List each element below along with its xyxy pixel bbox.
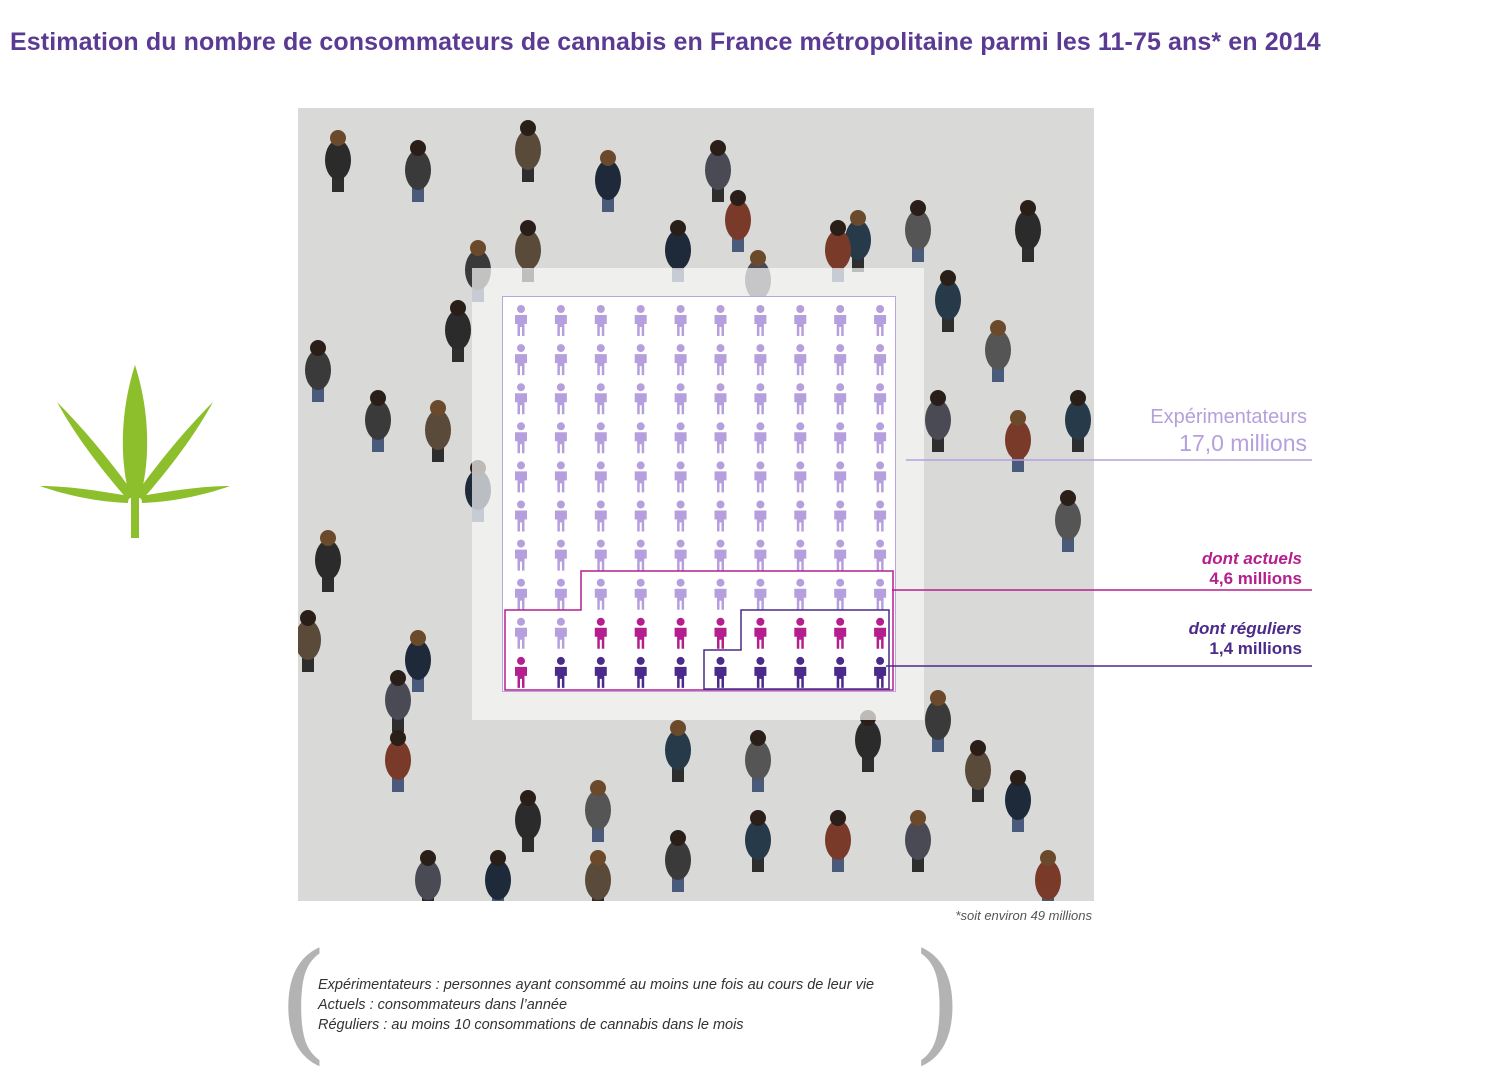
person-icon — [515, 305, 527, 336]
person-icon — [874, 422, 886, 453]
person-icon — [874, 579, 886, 610]
person-icon — [595, 305, 607, 336]
person-icon — [794, 657, 806, 688]
definition-experimentateurs: Expérimentateurs : personnes ayant consommé au moins une fois au cours de leur vie — [318, 977, 875, 993]
person-icon — [595, 383, 607, 414]
person-icon — [874, 618, 886, 649]
person-icon — [555, 344, 567, 375]
person-icon — [555, 657, 567, 688]
person-icon — [635, 618, 647, 649]
person-icon — [834, 501, 846, 532]
person-icon — [555, 501, 567, 532]
person-icon — [874, 344, 886, 375]
person-icon — [595, 461, 607, 492]
person-icon — [754, 618, 766, 649]
person-icon — [595, 540, 607, 571]
person-icon — [794, 305, 806, 336]
person-icon — [874, 305, 886, 336]
page-title: Estimation du nombre de consommateurs de cannabis en France métropolitaine parmi les 11-75 ans* en 2014 — [10, 28, 1321, 56]
person-icon — [754, 344, 766, 375]
definition-actuels: Actuels : consommateurs dans l’année — [318, 997, 568, 1013]
person-icon — [754, 461, 766, 492]
person-icon — [555, 540, 567, 571]
experimentateurs-label: Expérimentateurs — [1150, 406, 1307, 428]
person-icon — [635, 422, 647, 453]
person-icon — [595, 657, 607, 688]
person-icon — [754, 540, 766, 571]
person-icon — [515, 461, 527, 492]
person-icon — [754, 305, 766, 336]
person-icon — [834, 540, 846, 571]
person-icon — [515, 422, 527, 453]
person-icon — [675, 305, 687, 336]
person-icon — [675, 579, 687, 610]
person-icon — [595, 344, 607, 375]
person-icon — [675, 657, 687, 688]
person-icon — [555, 461, 567, 492]
person-icon — [675, 501, 687, 532]
person-icon — [515, 383, 527, 414]
person-icon — [675, 618, 687, 649]
person-icon — [874, 461, 886, 492]
person-icon — [754, 383, 766, 414]
person-icon — [675, 344, 687, 375]
person-icon — [874, 383, 886, 414]
person-icon — [635, 461, 647, 492]
person-icon — [515, 501, 527, 532]
person-icon — [555, 305, 567, 336]
person-icon — [715, 501, 727, 532]
person-icon — [515, 344, 527, 375]
person-icon — [874, 540, 886, 571]
actuels-value: 4,6 millions — [1209, 569, 1302, 588]
person-icon — [635, 305, 647, 336]
reguliers-label: dont réguliers — [1188, 619, 1302, 638]
person-icon — [635, 540, 647, 571]
person-icon — [715, 383, 727, 414]
person-icon — [635, 344, 647, 375]
open-parenthesis: ( — [278, 925, 329, 1077]
person-icon — [515, 618, 527, 649]
person-icon — [834, 344, 846, 375]
person-icon — [635, 579, 647, 610]
population-footnote: *soit environ 49 millions — [955, 908, 1092, 923]
person-icon — [715, 579, 727, 610]
person-icon — [754, 579, 766, 610]
person-icon — [635, 383, 647, 414]
person-icon — [555, 618, 567, 649]
person-icon — [834, 383, 846, 414]
person-icon — [515, 657, 527, 688]
person-icon — [675, 383, 687, 414]
experimentateurs-value: 17,0 millions — [1179, 430, 1307, 456]
person-icon — [595, 422, 607, 453]
person-icon — [874, 657, 886, 688]
person-icon — [635, 657, 647, 688]
person-icon — [794, 461, 806, 492]
person-icon — [794, 618, 806, 649]
definition-reguliers: Réguliers : au moins 10 consommations de cannabis dans le mois — [318, 1017, 744, 1033]
person-icon — [834, 461, 846, 492]
person-icon — [715, 618, 727, 649]
person-icon — [874, 501, 886, 532]
person-icon — [555, 422, 567, 453]
person-icon — [834, 579, 846, 610]
person-icon — [675, 540, 687, 571]
person-icon — [595, 501, 607, 532]
person-icon — [675, 422, 687, 453]
person-icon — [635, 501, 647, 532]
person-icon — [794, 383, 806, 414]
person-icon — [555, 579, 567, 610]
person-icon — [515, 540, 527, 571]
person-icon — [675, 461, 687, 492]
person-icon — [595, 618, 607, 649]
person-icon — [715, 305, 727, 336]
person-icon — [794, 501, 806, 532]
person-icon — [754, 657, 766, 688]
person-icon — [794, 579, 806, 610]
person-icon — [834, 618, 846, 649]
person-icon — [715, 461, 727, 492]
person-icon — [515, 579, 527, 610]
person-icon — [754, 422, 766, 453]
person-icon — [794, 540, 806, 571]
person-icon — [715, 657, 727, 688]
person-icon — [794, 344, 806, 375]
person-icon — [834, 657, 846, 688]
person-icon — [794, 422, 806, 453]
person-icon — [754, 501, 766, 532]
actuels-label: dont actuels — [1201, 549, 1302, 568]
reguliers-value: 1,4 millions — [1209, 639, 1302, 658]
person-icon — [715, 540, 727, 571]
person-icon — [715, 422, 727, 453]
person-icon — [715, 344, 727, 375]
person-icon — [834, 422, 846, 453]
close-parenthesis: ) — [912, 925, 963, 1077]
person-icon — [555, 383, 567, 414]
person-icon — [834, 305, 846, 336]
person-icon — [595, 579, 607, 610]
definitions-block — [318, 975, 874, 1035]
